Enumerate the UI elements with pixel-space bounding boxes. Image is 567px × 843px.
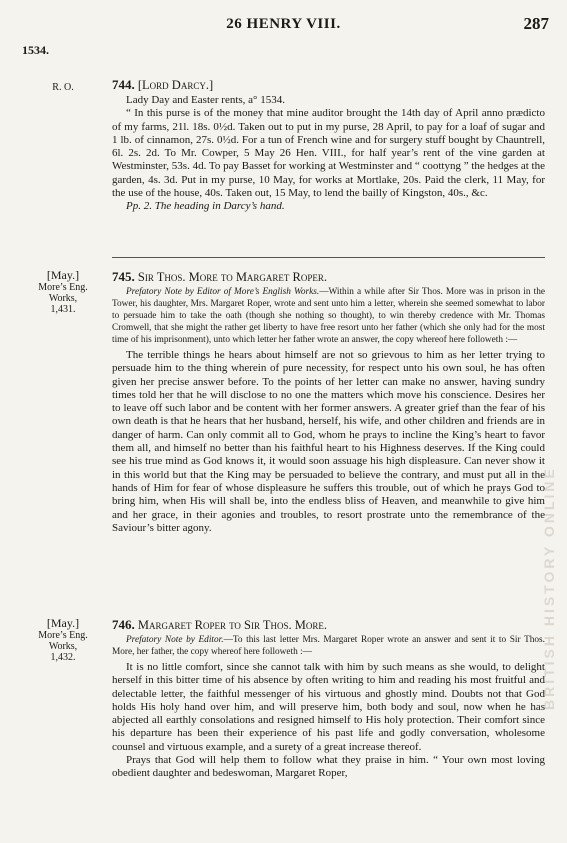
entry-745-paragraph: The terrible things he hears about himself are not so grievous to him as her letter trying to persuade him to the thing wherein of pure necessity, for respect unto his own soul, he has often given her precise answer before. To the points of her letter can make no answer, having sundry times told her that he will disclose to no one the matters which move his conscience. Desires her to leave off such labor and be content with her former answers. A greater grief than the fear of his own death is that he hears that her husband, herself, his wife, and other children and friends are in danger of harm. Can only commit all to God, whom he prays to incline the King’s heart to favor them all, and himself no better than his faithful heart to his Highness deserves. If the King could see his true mind as God knows it, it would soon assuage his high displeasure. Can never show it in this world but that the King may be persuaded to believe the contrary, and must put all in the hands of Him for fear of whose displeasure he suffers this trouble, out of which he prays God to bring him, when His will shall be, into the endless bliss of Heaven, and meanwhile to give him and her grace, in their agonies and troubles, to resort prostrate unto the remembrance of the Saviour’s bitter agony. [112,349,545,534]
entry-744-footnote: Pp. 2. The heading in Darcy’s hand. [126,200,285,213]
watermark-stamp: BRITISH HISTORY ONLINE [541,466,557,710]
entry-744-subtitle: Lady Day and Easter rents, a° 1534. [126,94,285,106]
entry-745 [112,270,545,535]
entry-746-title: Margaret Roper to Sir Thos. More. [137,618,328,632]
entry-746 [112,618,545,781]
entry-746-source-line: 1,432. [50,652,76,663]
entry-745-number: 745. [112,269,135,284]
entry-746-heading [112,618,545,632]
entry-745-margin [24,268,102,315]
entry-745-source-line: 1,431. [50,304,76,315]
entry-746-note-label: Prefatory Note by Editor. [126,635,224,645]
margin-year: 1534. [22,43,49,57]
entry-746-source-line: Works, [48,641,78,652]
entry-746-note-text: —To this last letter Mrs. Margaret Roper wrote an answer and sent it to Sir Thos. More, her father, the copy whereof here followeth :— [112,635,545,657]
entry-746-date: [May.] [46,616,80,630]
entry-746-margin [24,616,102,663]
entry-746-number: 746. [112,617,135,632]
entry-745-note-text: —Within a while after Sir Thos. More was in prison in the Tower, his daughter, Mrs. Margaret Roper, wrote and sent unto him a letter, wherein she seemed somewhat to labor to persuade him to take the oath (though she nothing so thought), to win thereby credence with Mr. Thomas Cromwell, that she might the rather get liberty to have free resort unto her father (which she only had for the most time of his imprisonment), unto which letter her father wrote an answer, the copy whereof here followeth :— [112,287,545,345]
entry-745-source-line: More’s Eng. [38,282,88,293]
entry-745-prefatory-note [112,286,545,346]
entry-744 [112,78,545,214]
entry-745-heading [112,270,545,284]
section-divider [112,257,545,258]
entry-746-paragraph: Prays that God will help them to follow what they praise in him. “ Your own most loving obedient daughter and bedeswoman, Margaret Roper, [112,754,545,780]
entry-745-source-line: Works, [48,293,78,304]
entry-745-title: Sir Thos. More to Margaret Roper. [137,270,328,284]
page-number: 287 [523,14,549,33]
entry-745-note-label: Prefatory Note by Editor of More’s English Works. [126,287,320,297]
entry-744-heading [112,78,545,92]
entry-746-paragraph: It is no little comfort, since she cannot talk with him by such means as she would, to delight herself in this bitter time of his absence by often writing to him and reading his most fruitful and delectable letter, the faithful messenger of his virtuous and ghostly mind. Doubts not that God holds His holy hand over him, and will preserve him, both body and soul, now when he has abjected all earthly consolations and resigned himself to His holy protection. Their comfort since his departure has been their experience of his past life and godly conversation, wholesome counsel and virtuous example, and a surety of a great increase thereof. [112,661,545,753]
running-header-title: 26 HENRY VIII. [226,16,341,32]
entry-744-title: [Lord Darcy.] [137,78,214,92]
entry-744-number: 744. [112,77,135,92]
entry-744-paragraph: “ In this purse is of the money that mine auditor brought the 14th day of April anno prædicto of my farms, 21l. 18s. 0½d. Taken out to put in my purse, 28 April, to pay for a loaf of sugar and 1 lb. of cinnamon, 27s. 0½d. For a tun of French wine and for surgery stuff bought by Chauntrell, 6l. 2s. 2d. To Mr. Cowper, 5 May 26 Hen. VIII., for half year’s rent of the vine garden at Westminster, 53s. 4d. To pay Basset for working at Westminster and “ coottyng ” the hedges at the garden, 4s. 3d. Put in my purse, 10 May, for works at Mortlake, 20s. Paid the clerk, 11 May, for the use of the house, 40s. Taken out, 15 May, to lend the bailly of Kingston, 40s., &c. [112,107,545,200]
entry-746-source-line: More’s Eng. [38,630,88,641]
entry-746-prefatory-note [112,634,545,658]
entry-745-date: [May.] [46,268,80,282]
entry-744-source: R. O. [52,82,74,93]
